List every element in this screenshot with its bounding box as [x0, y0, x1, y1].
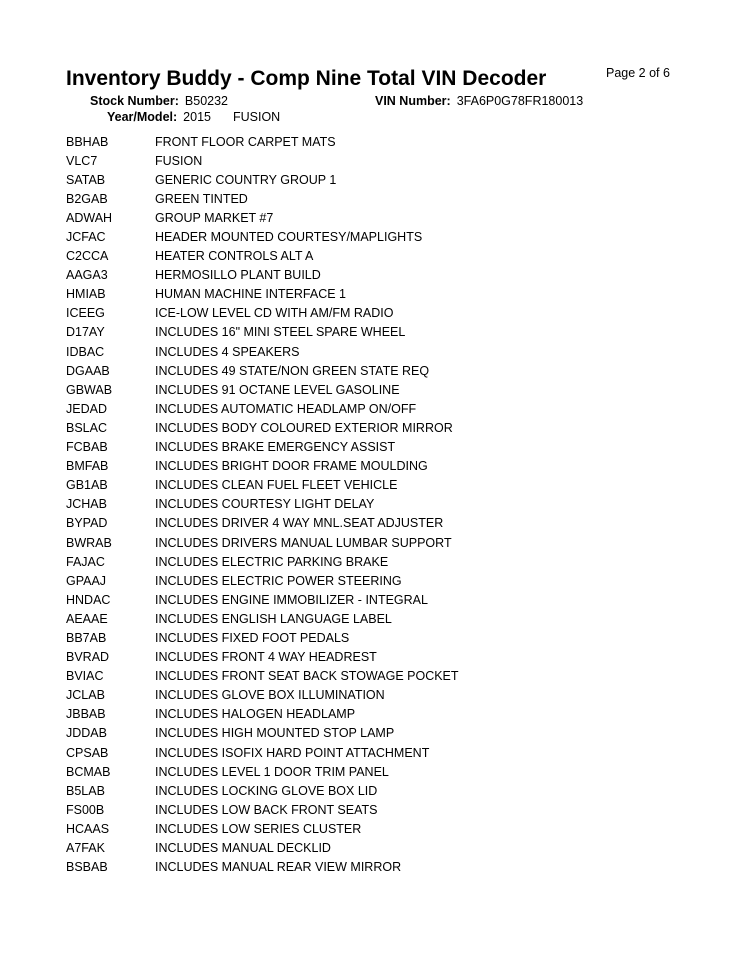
option-code: BYPAD — [66, 516, 108, 531]
option-code: JCFAC — [66, 230, 106, 245]
option-row — [66, 781, 706, 800]
option-description: INCLUDES ELECTRIC POWER STEERING — [155, 573, 402, 588]
option-description: INCLUDES 16" MINI STEEL SPARE WHEEL — [155, 325, 406, 340]
option-row — [66, 838, 706, 857]
option-row — [66, 361, 706, 380]
option-row — [66, 438, 706, 457]
option-code: BMFAB — [66, 459, 109, 474]
option-code: BB7AB — [66, 630, 107, 645]
option-code: VLC7 — [66, 153, 98, 168]
option-description: FRONT FLOOR CARPET MATS — [155, 134, 336, 149]
option-description: INCLUDES ENGLISH LANGUAGE LABEL — [155, 611, 392, 626]
option-code: GPAAJ — [66, 573, 107, 588]
option-code: FAJAC — [66, 554, 105, 569]
option-description: INCLUDES BRIGHT DOOR FRAME MOULDING — [155, 459, 428, 474]
option-description: ICE-LOW LEVEL CD WITH AM/FM RADIO — [155, 306, 394, 321]
option-code: A7FAK — [66, 841, 105, 856]
option-row — [66, 686, 706, 705]
option-row — [66, 399, 706, 418]
option-row — [66, 151, 706, 170]
option-description: INCLUDES FRONT 4 WAY HEADREST — [155, 650, 377, 665]
option-row — [66, 819, 706, 838]
vin-number-label: VIN Number: — [375, 94, 451, 108]
option-row — [66, 571, 706, 590]
option-code: JEDAD — [66, 401, 107, 416]
option-description: INCLUDES COURTESY LIGHT DELAY — [155, 497, 375, 512]
option-description: INCLUDES ISOFIX HARD POINT ATTACHMENT — [155, 745, 430, 760]
option-description: INCLUDES MANUAL DECKLID — [155, 841, 331, 856]
option-code: GBWAB — [66, 382, 113, 397]
year-value: 2015 — [183, 110, 211, 124]
option-code: HCAAS — [66, 821, 110, 836]
option-code: JCLAB — [66, 688, 105, 703]
option-description: GROUP MARKET #7 — [155, 210, 274, 225]
option-code: JBBAB — [66, 707, 106, 722]
option-code: DGAAB — [66, 363, 110, 378]
option-description: INCLUDES FIXED FOOT PEDALS — [155, 630, 350, 645]
option-description: INCLUDES 91 OCTANE LEVEL GASOLINE — [155, 382, 400, 397]
option-row — [66, 457, 706, 476]
option-code: B2GAB — [66, 191, 108, 206]
option-description: GREEN TINTED — [155, 191, 248, 206]
option-code: IDBAC — [66, 344, 105, 359]
option-code: BCMAB — [66, 764, 111, 779]
option-row — [66, 628, 706, 647]
option-code: BSBAB — [66, 860, 108, 875]
option-description: INCLUDES GLOVE BOX ILLUMINATION — [155, 688, 385, 703]
option-description: INCLUDES BRAKE EMERGENCY ASSIST — [155, 440, 396, 455]
option-row — [66, 266, 706, 285]
option-row — [66, 170, 706, 189]
option-code: GB1AB — [66, 478, 108, 493]
option-description: INCLUDES HIGH MOUNTED STOP LAMP — [155, 726, 395, 741]
option-description: INCLUDES BODY COLOURED EXTERIOR MIRROR — [155, 420, 453, 435]
option-description: INCLUDES ELECTRIC PARKING BRAKE — [155, 554, 389, 569]
option-row — [66, 189, 706, 208]
option-code: CPSAB — [66, 745, 109, 760]
option-code: HMIAB — [66, 287, 106, 302]
option-code: BVRAD — [66, 650, 110, 665]
stock-number-field — [90, 93, 228, 109]
option-code: BVIAC — [66, 669, 104, 684]
option-description: HEATER CONTROLS ALT A — [155, 249, 314, 264]
option-description: HEADER MOUNTED COURTESY/MAPLIGHTS — [155, 230, 423, 245]
option-description: INCLUDES LOCKING GLOVE BOX LID — [155, 783, 378, 798]
option-row — [66, 323, 706, 342]
year-model-field — [107, 109, 280, 125]
option-row — [66, 552, 706, 571]
option-row — [66, 380, 706, 399]
option-code: FCBAB — [66, 440, 108, 455]
option-description: INCLUDES FRONT SEAT BACK STOWAGE POCKET — [155, 669, 459, 684]
option-code-list — [66, 132, 706, 877]
option-code: SATAB — [66, 172, 106, 187]
page-number: Page 2 of 6 — [606, 66, 670, 80]
option-description: INCLUDES CLEAN FUEL FLEET VEHICLE — [155, 478, 398, 493]
option-row — [66, 667, 706, 686]
stock-number-label: Stock Number: — [90, 94, 179, 108]
option-description: INCLUDES LOW SERIES CLUSTER — [155, 821, 362, 836]
option-row — [66, 648, 706, 667]
option-code: JCHAB — [66, 497, 107, 512]
option-row — [66, 590, 706, 609]
option-code: D17AY — [66, 325, 105, 340]
option-row — [66, 858, 706, 877]
option-code: ADWAH — [66, 210, 113, 225]
option-description: INCLUDES LEVEL 1 DOOR TRIM PANEL — [155, 764, 389, 779]
option-row — [66, 476, 706, 495]
option-row — [66, 800, 706, 819]
option-description: INCLUDES 4 SPEAKERS — [155, 344, 300, 359]
option-description: INCLUDES 49 STATE/NON GREEN STATE REQ — [155, 363, 430, 378]
option-row — [66, 762, 706, 781]
vin-number-value: 3FA6P0G78FR180013 — [456, 94, 584, 108]
option-code: C2CCA — [66, 249, 109, 264]
option-description: INCLUDES LOW BACK FRONT SEATS — [155, 802, 378, 817]
option-row — [66, 304, 706, 323]
option-description: INCLUDES HALOGEN HEADLAMP — [155, 707, 356, 722]
model-value: FUSION — [232, 110, 281, 124]
stock-number-value: B50232 — [184, 94, 229, 108]
option-code: B5LAB — [66, 783, 105, 798]
option-code: ICEEG — [66, 306, 105, 321]
option-code: BWRAB — [66, 535, 112, 550]
option-description: HUMAN MACHINE INTERFACE 1 — [155, 287, 346, 302]
option-row — [66, 609, 706, 628]
option-row — [66, 208, 706, 227]
option-row — [66, 495, 706, 514]
option-row — [66, 247, 706, 266]
option-description: INCLUDES AUTOMATIC HEADLAMP ON/OFF — [155, 401, 417, 416]
option-row — [66, 342, 706, 361]
option-description: INCLUDES DRIVERS MANUAL LUMBAR SUPPORT — [155, 535, 452, 550]
option-row — [66, 285, 706, 304]
option-row — [66, 743, 706, 762]
option-row — [66, 514, 706, 533]
option-description: INCLUDES DRIVER 4 WAY MNL.SEAT ADJUSTER — [155, 516, 444, 531]
option-description: GENERIC COUNTRY GROUP 1 — [155, 172, 337, 187]
option-row — [66, 724, 706, 743]
year-model-label: Year/Model: — [107, 110, 178, 124]
option-code: AAGA3 — [66, 268, 108, 283]
option-row — [66, 533, 706, 552]
option-code: BSLAC — [66, 420, 107, 435]
vin-number-field — [375, 93, 583, 109]
option-description: INCLUDES ENGINE IMMOBILIZER - INTEGRAL — [155, 592, 428, 607]
option-row — [66, 132, 706, 151]
option-code: FS00B — [66, 802, 105, 817]
option-code: BBHAB — [66, 134, 109, 149]
option-code: HNDAC — [66, 592, 111, 607]
option-row — [66, 418, 706, 437]
option-code: AEAAE — [66, 611, 108, 626]
option-description: INCLUDES MANUAL REAR VIEW MIRROR — [155, 860, 402, 875]
option-description: HERMOSILLO PLANT BUILD — [155, 268, 321, 283]
option-row — [66, 705, 706, 724]
option-row — [66, 227, 706, 246]
document-title: Inventory Buddy - Comp Nine Total VIN Decoder — [66, 67, 547, 90]
option-description: FUSION — [155, 153, 203, 168]
option-code: JDDAB — [66, 726, 107, 741]
